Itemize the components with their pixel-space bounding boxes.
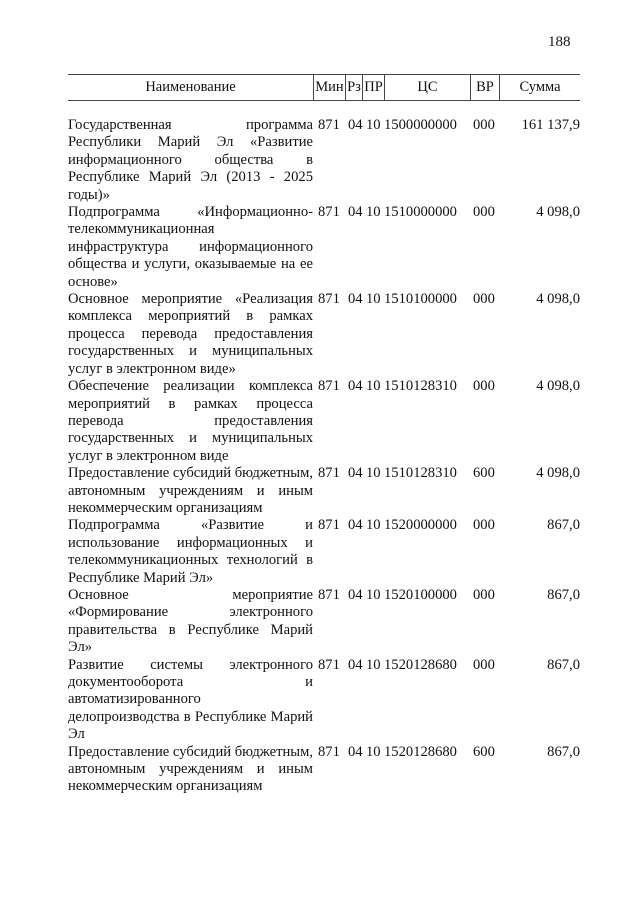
row-vr: 000 bbox=[473, 117, 495, 133]
header-name: Наименование bbox=[145, 79, 236, 95]
row-sum: 4 098,0 bbox=[536, 291, 580, 308]
header-rz: Рз bbox=[347, 79, 361, 95]
row-cs: 1510100000 bbox=[384, 291, 457, 308]
row-pr: 10 bbox=[366, 656, 381, 673]
row-min: 871 bbox=[318, 291, 340, 308]
row-vr: 600 bbox=[473, 743, 495, 760]
row-rz: 04 bbox=[348, 656, 363, 673]
row-rz: 04 bbox=[348, 378, 363, 395]
row-pr: 10 bbox=[366, 743, 381, 760]
row-vr: 000 bbox=[473, 291, 495, 308]
row-vr: 600 bbox=[473, 465, 495, 482]
row-rz: 04 bbox=[348, 517, 363, 534]
table-row bbox=[68, 465, 580, 517]
header-pr: ПР bbox=[364, 79, 383, 95]
row-pr: 10 bbox=[366, 117, 381, 133]
table-header bbox=[68, 74, 580, 101]
row-pr: 10 bbox=[366, 291, 381, 308]
row-min: 871 bbox=[318, 517, 340, 534]
row-pr: 10 bbox=[366, 378, 381, 395]
row-cs: 1510128310 bbox=[384, 465, 457, 482]
row-cs: 1510000000 bbox=[384, 204, 457, 221]
row-cs: 1510128310 bbox=[384, 378, 457, 395]
row-name: Основное мероприятие «Формирование электронного правительства в Республике Марий Эл» bbox=[68, 586, 313, 656]
row-name: Подпрограмма «Информационно-телекоммуникационная инфраструктура информационного общества и услуги, оказываемые на ее основе» bbox=[68, 204, 313, 290]
header-vr: ВР bbox=[476, 79, 494, 95]
row-rz: 04 bbox=[348, 586, 363, 603]
table-row bbox=[68, 291, 580, 378]
row-sum: 4 098,0 bbox=[536, 378, 580, 395]
row-cs: 1500000000 bbox=[384, 117, 457, 133]
row-min: 871 bbox=[318, 117, 340, 133]
row-sum: 4 098,0 bbox=[536, 204, 580, 221]
row-min: 871 bbox=[318, 378, 340, 395]
row-rz: 04 bbox=[348, 117, 363, 133]
row-sum: 867,0 bbox=[547, 586, 580, 603]
row-rz: 04 bbox=[348, 291, 363, 308]
budget-table bbox=[68, 74, 580, 796]
row-name: Государственная программа Республики Марий Эл «Развитие информационного общества в Республике Марий Эл (2013 - 2025 годы)» bbox=[68, 117, 313, 203]
row-min: 871 bbox=[318, 465, 340, 482]
header-cs: ЦС bbox=[417, 79, 438, 95]
table-row bbox=[68, 517, 580, 587]
table-row bbox=[68, 587, 580, 657]
row-sum: 867,0 bbox=[547, 743, 580, 760]
row-sum: 161 137,9 bbox=[521, 117, 580, 133]
table-row bbox=[68, 744, 580, 796]
row-sum: 867,0 bbox=[547, 517, 580, 534]
row-pr: 10 bbox=[366, 204, 381, 221]
row-vr: 000 bbox=[473, 656, 495, 673]
table-row bbox=[68, 117, 580, 204]
table-body bbox=[68, 117, 580, 796]
row-name: Предоставление субсидий бюджетным, автономным учреждениям и иным некоммерческим организациям bbox=[68, 465, 313, 516]
table-row bbox=[68, 378, 580, 465]
row-cs: 1520100000 bbox=[384, 586, 457, 603]
row-name: Обеспечение реализации комплекса мероприятий в рамках процесса перевода предоставления государственных и муниципальных услуг в электронном виде bbox=[68, 378, 313, 464]
row-sum: 4 098,0 bbox=[536, 465, 580, 482]
row-min: 871 bbox=[318, 204, 340, 221]
row-cs: 1520000000 bbox=[384, 517, 457, 534]
row-min: 871 bbox=[318, 656, 340, 673]
row-name: Основное мероприятие «Реализация комплекса мероприятий в рамках процесса перевода предоставления государственных и муниципальных услуг в электронном виде» bbox=[68, 291, 313, 377]
row-pr: 10 bbox=[366, 586, 381, 603]
row-pr: 10 bbox=[366, 465, 381, 482]
row-vr: 000 bbox=[473, 204, 495, 221]
row-cs: 1520128680 bbox=[384, 743, 457, 760]
row-min: 871 bbox=[318, 586, 340, 603]
row-rz: 04 bbox=[348, 465, 363, 482]
row-pr: 10 bbox=[366, 517, 381, 534]
row-sum: 867,0 bbox=[547, 656, 580, 673]
row-vr: 000 bbox=[473, 517, 495, 534]
header-min: Мин bbox=[315, 79, 344, 95]
header-sum: Сумма bbox=[519, 79, 561, 95]
row-vr: 000 bbox=[473, 586, 495, 603]
row-name: Предоставление субсидий бюджетным, автономным учреждениям и иным некоммерческим организациям bbox=[68, 743, 313, 795]
table-row bbox=[68, 204, 580, 291]
row-rz: 04 bbox=[348, 204, 363, 221]
page-number: 188 bbox=[548, 34, 571, 50]
row-vr: 000 bbox=[473, 378, 495, 395]
row-name: Развитие системы электронного документооборота и автоматизированного делопроизводства в Республике Марий Эл bbox=[68, 656, 313, 743]
table-row bbox=[68, 657, 580, 744]
row-rz: 04 bbox=[348, 743, 363, 760]
row-name: Подпрограмма «Развитие и использование информационных и телекоммуникационных технологий в Республике Марий Эл» bbox=[68, 517, 313, 586]
row-cs: 1520128680 bbox=[384, 656, 457, 673]
row-min: 871 bbox=[318, 743, 340, 760]
